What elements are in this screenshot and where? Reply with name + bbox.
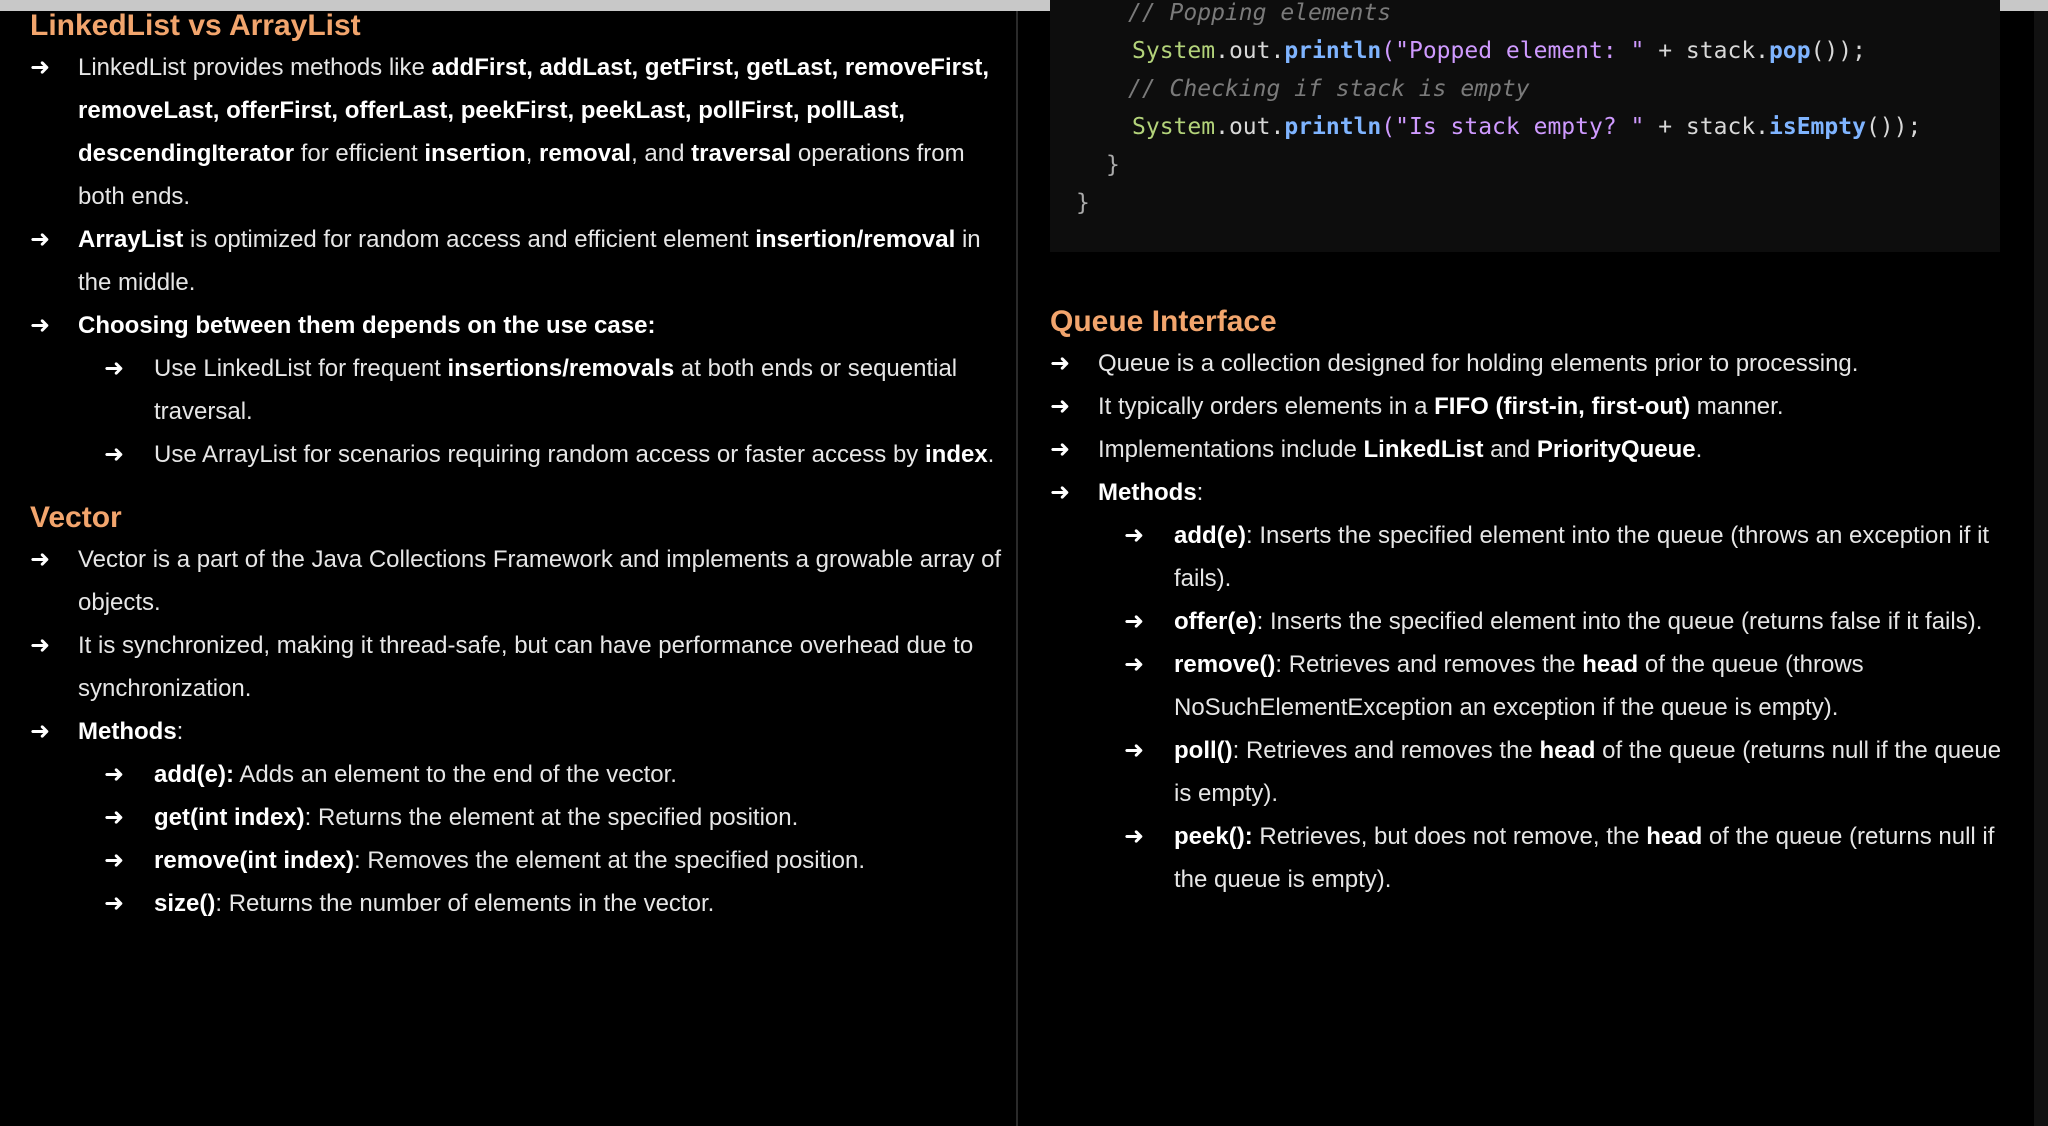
arrow-icon: ➜	[1050, 393, 1071, 420]
bullet-arraylist-optimized: ➜ ArrayList is optimized for random access and efficient element insertion/removal in the middle.	[30, 218, 1010, 304]
arrow-icon: ➜	[104, 804, 125, 831]
arrow-icon: ➜	[30, 546, 51, 573]
bullet-linkedlist-methods: ➜ LinkedList provides methods like addFirst, addLast, getFirst, getLast, removeFirst, removeLast, offerFirst, offerLast, peekFirst, peekLast, pollFirst, pollLast, descendingIterator for efficient insertion, removal, and traversal operations from both ends.	[30, 46, 1010, 218]
subbullet-vector-get: ➜ get(int index): Returns the element at the specified position.	[30, 796, 1010, 839]
code-line-println-pop: System.out.println("Popped element: " + stack.pop());	[1132, 38, 1866, 64]
arrow-icon: ➜	[1124, 651, 1145, 678]
bullet-queue-methods: ➜ Methods:	[1050, 471, 2010, 514]
section-title-linkedlist-vs-arraylist: LinkedList vs ArrayList	[30, 9, 361, 42]
bullet-queue-implementations: ➜ Implementations include LinkedList and PriorityQueue.	[1050, 428, 2010, 471]
arrow-icon: ➜	[1050, 436, 1071, 463]
bullet-choosing: ➜ Choosing between them depends on the use case:	[30, 304, 1010, 347]
arrow-icon: ➜	[104, 761, 125, 788]
subbullet-use-arraylist: ➜ Use ArrayList for scenarios requiring random access or faster access by index.	[30, 433, 1010, 476]
arrow-icon: ➜	[104, 890, 125, 917]
subbullet-vector-remove: ➜ remove(int index): Removes the element at the specified position.	[30, 839, 1010, 882]
column-divider	[1016, 11, 1018, 1126]
arrow-icon: ➜	[30, 718, 51, 745]
left-column	[30, 6, 1010, 925]
code-comment-checking: // Checking if stack is empty	[1128, 76, 1530, 102]
arrow-icon: ➜	[104, 847, 125, 874]
section-title-queue-interface: Queue Interface	[1050, 305, 1277, 338]
code-line-println-isempty: System.out.println("Is stack empty? " + stack.isEmpty());	[1132, 114, 1922, 140]
arrow-icon: ➜	[1124, 823, 1145, 850]
subbullet-vector-size: ➜ size(): Returns the number of elements in the vector.	[30, 882, 1010, 925]
subbullet-queue-remove: ➜ remove(): Retrieves and removes the head of the queue (throws NoSuchElementException an exception if the queue is empty).	[1050, 643, 2010, 729]
arrow-icon: ➜	[104, 355, 125, 382]
subbullet-queue-poll: ➜ poll(): Retrieves and removes the head of the queue (returns null if the queue is empty).	[1050, 729, 2010, 815]
arrow-icon: ➜	[1050, 479, 1071, 506]
arrow-icon: ➜	[1050, 350, 1071, 377]
code-closing-brace-class: }	[1076, 190, 1090, 216]
arrow-icon: ➜	[1124, 608, 1145, 635]
bullet-queue-fifo: ➜ It typically orders elements in a FIFO (first-in, first-out) manner.	[1050, 385, 2010, 428]
subbullet-queue-add: ➜ add(e): Inserts the specified element into the queue (throws an exception if it fails).	[1050, 514, 2010, 600]
bullet-vector-methods: ➜ Methods:	[30, 710, 1010, 753]
right-edge-strip	[2034, 11, 2048, 1126]
subbullet-use-linkedlist: ➜ Use LinkedList for frequent insertions/removals at both ends or sequential traversal.	[30, 347, 1010, 433]
bullet-queue-collection: ➜ Queue is a collection designed for holding elements prior to processing.	[1050, 342, 2010, 385]
right-column	[1050, 302, 2010, 901]
section-title-vector: Vector	[30, 501, 122, 534]
arrow-icon: ➜	[30, 312, 51, 339]
code-comment-popping: // Popping elements	[1128, 0, 1392, 26]
arrow-icon: ➜	[1124, 737, 1145, 764]
subbullet-queue-peek: ➜ peek(): Retrieves, but does not remove, the head of the queue (returns null if the queue is empty).	[1050, 815, 2010, 901]
arrow-icon: ➜	[1124, 522, 1145, 549]
arrow-icon: ➜	[30, 54, 51, 81]
arrow-icon: ➜	[104, 441, 125, 468]
bullet-vector-synchronized: ➜ It is synchronized, making it thread-safe, but can have performance overhead due to synchronization.	[30, 624, 1010, 710]
code-closing-brace-method: }	[1106, 152, 1120, 178]
bullet-vector-part-of: ➜ Vector is a part of the Java Collections Framework and implements a growable array of objects.	[30, 538, 1010, 624]
arrow-icon: ➜	[30, 226, 51, 253]
arrow-icon: ➜	[30, 632, 51, 659]
code-block	[1050, 0, 2000, 252]
subbullet-vector-add: ➜ add(e): Adds an element to the end of the vector.	[30, 753, 1010, 796]
subbullet-queue-offer: ➜ offer(e): Inserts the specified element into the queue (returns false if it fails).	[1050, 600, 2010, 643]
